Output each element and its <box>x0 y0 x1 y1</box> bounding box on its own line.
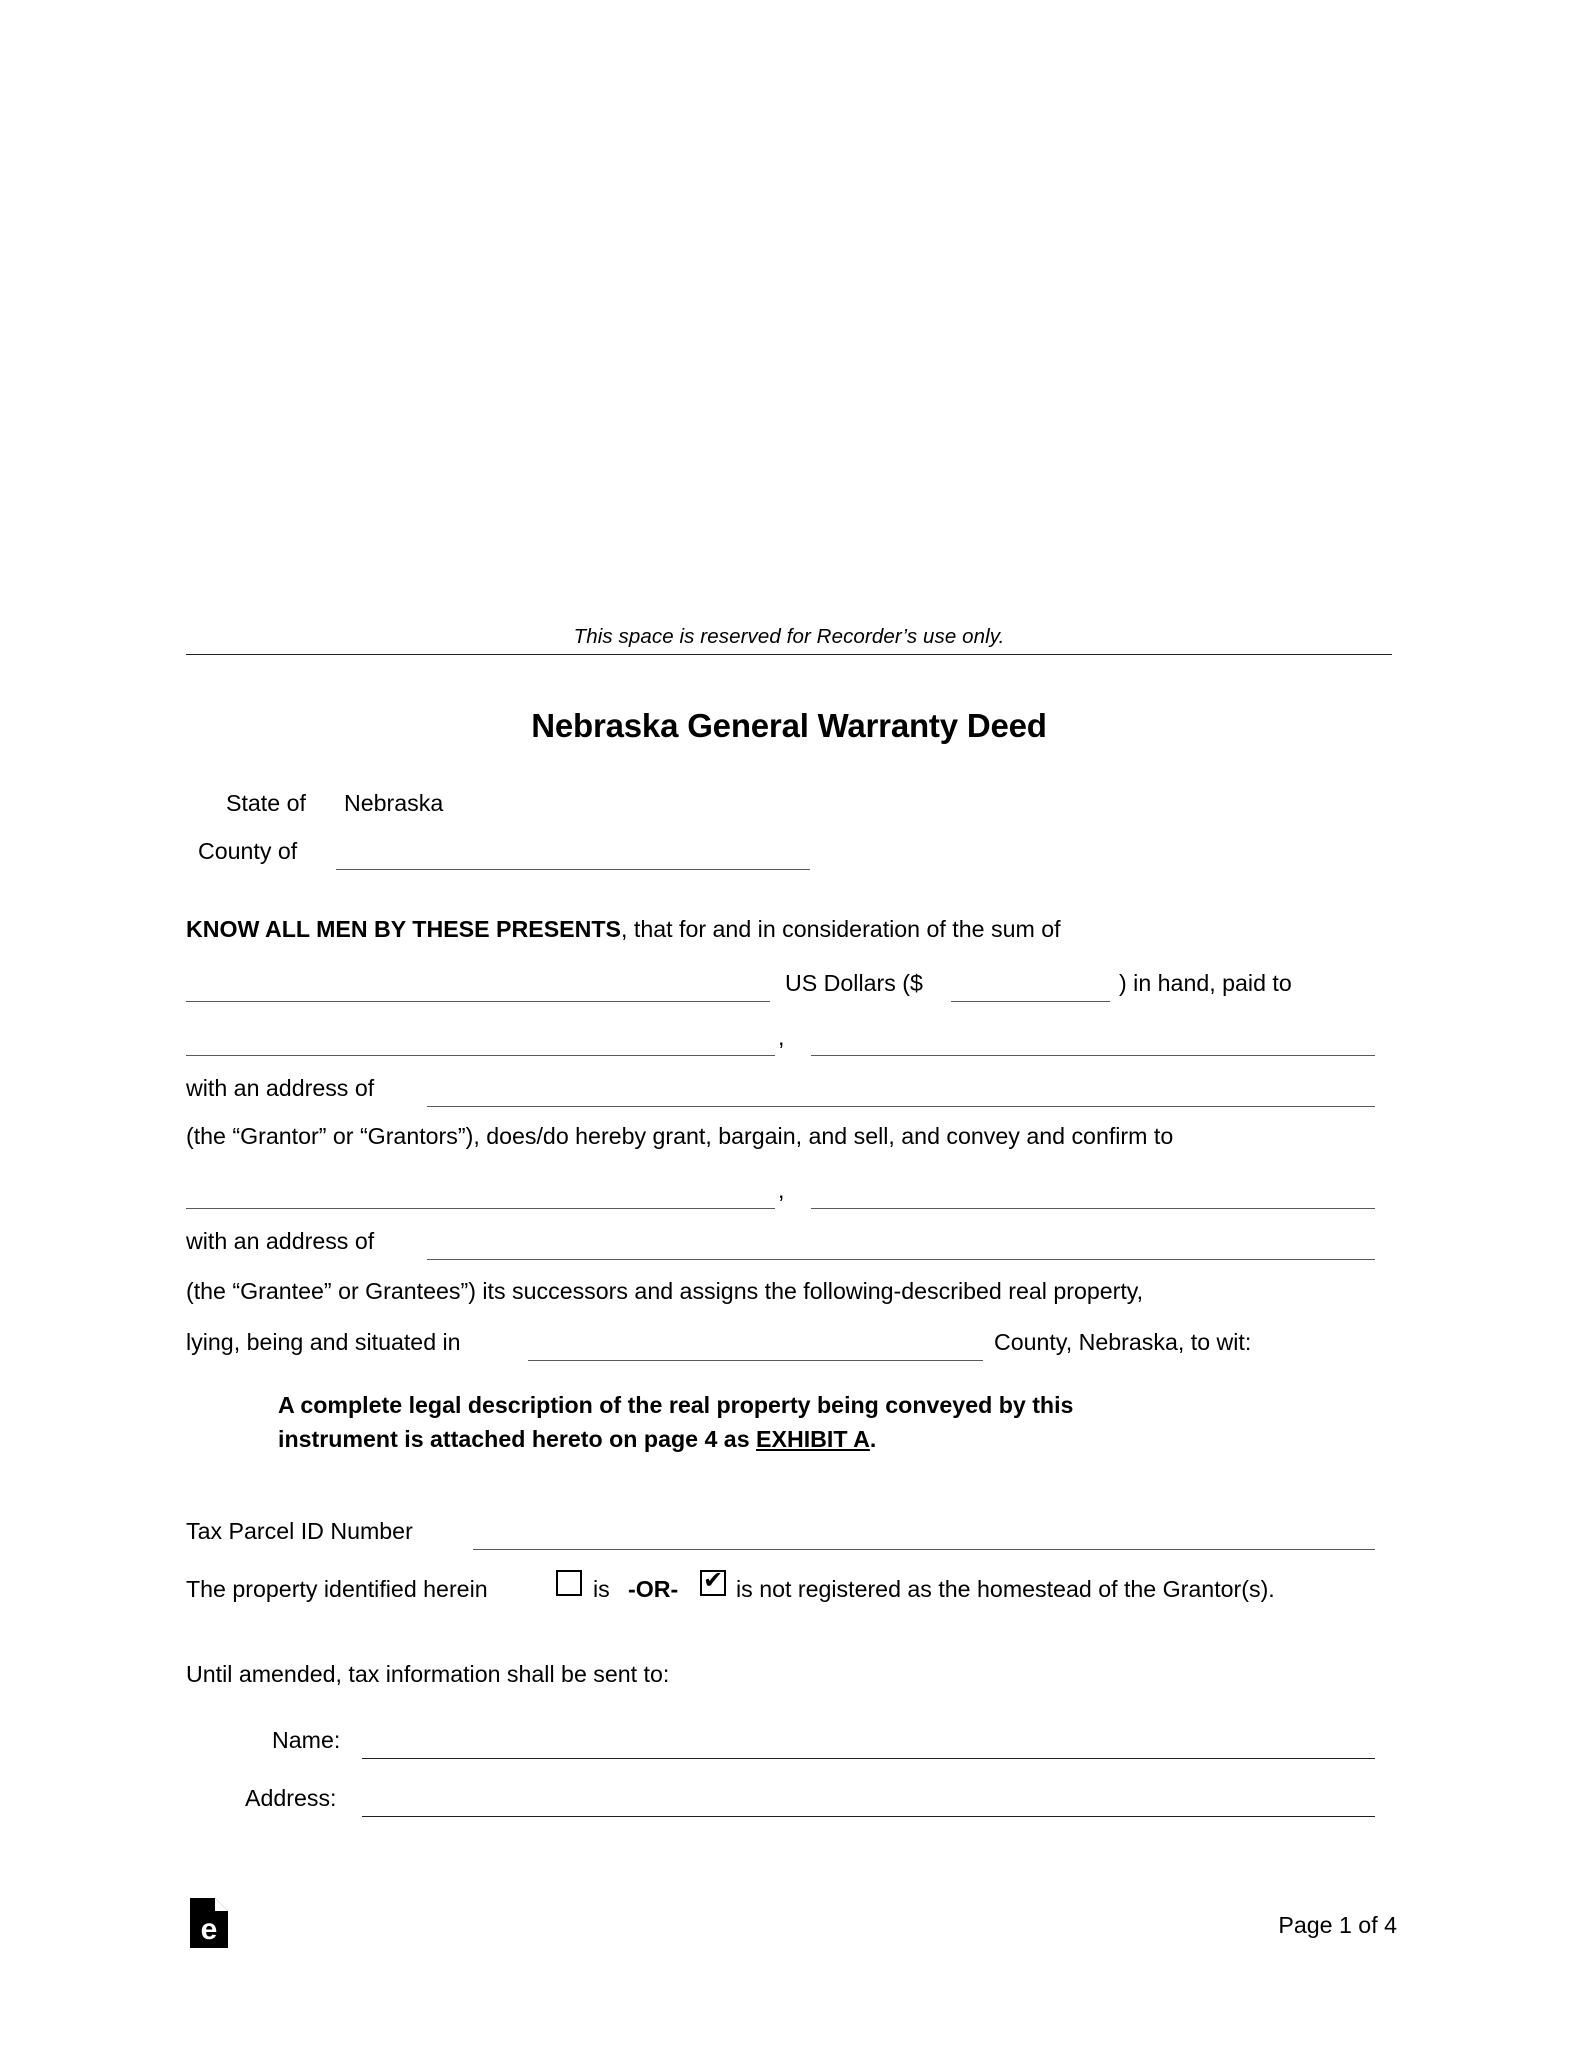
us-dollars-label: US Dollars ($ <box>785 970 923 996</box>
grantee-name-input[interactable] <box>186 1208 775 1209</box>
know-all-men-rest: , that for and in consideration of the sum of <box>621 916 1061 942</box>
recorder-use-note: This space is reserved for Recorder’s use only. <box>573 625 1005 648</box>
svg-text:e: e <box>200 1913 218 1946</box>
exhibit-line-2 <box>278 1422 1296 1456</box>
grantee-name-comma: , <box>778 1177 785 1203</box>
tax-notice-name-label: Name: <box>272 1727 341 1753</box>
exhibit-line-2-suffix: . <box>869 1426 877 1452</box>
page-number: Page 1 of 4 <box>1278 1912 1397 1938</box>
tax-parcel-label: Tax Parcel ID Number <box>186 1518 413 1544</box>
situated-suffix: County, Nebraska, to wit: <box>994 1329 1252 1355</box>
amount-numeric-input[interactable] <box>951 1001 1110 1002</box>
homestead-is-not-label: is not registered as the homestead of the Grantor(s). <box>736 1576 1275 1602</box>
recorder-divider <box>186 654 1392 655</box>
grantor-clause: (the “Grantor” or “Grantors”), does/do hereby grant, bargain, and sell, and convey and confirm to <box>186 1123 1174 1149</box>
know-all-men-bold: KNOW ALL MEN BY THESE PRESENTS <box>186 916 622 942</box>
grantor-name-input[interactable] <box>186 1055 775 1056</box>
homestead-is-label: is <box>593 1576 610 1602</box>
tax-notice-name-input[interactable] <box>362 1758 1375 1759</box>
tax-notice-address-label: Address: <box>245 1785 337 1811</box>
homestead-or-label: -OR- <box>628 1576 679 1602</box>
state-label: State of <box>226 790 306 816</box>
tax-notice-heading: Until amended, tax information shall be sent to: <box>186 1661 670 1687</box>
eforms-logo[interactable] <box>190 1898 228 1948</box>
county-input[interactable] <box>336 869 810 870</box>
exhibit-a-underlined: EXHIBIT A <box>756 1426 870 1452</box>
tax-notice-address-input[interactable] <box>362 1816 1375 1817</box>
consideration-lead <box>186 918 1061 941</box>
exhibit-line-1: A complete legal description of the real property being conveyed by this <box>278 1392 1074 1418</box>
exhibit-note <box>278 1388 1296 1456</box>
situated-label: lying, being and situated in <box>186 1329 461 1355</box>
paid-to-label: ) in hand, paid to <box>1119 970 1292 996</box>
recorder-use-space <box>186 60 1392 640</box>
situated-county-input[interactable] <box>528 1360 983 1361</box>
homestead-is-not-checkbox[interactable] <box>700 1566 726 1596</box>
check-icon: ✔ <box>702 1566 724 1594</box>
grantor-name-comma: , <box>778 1024 785 1050</box>
state-value: Nebraska <box>344 790 444 816</box>
homestead-is-checkbox[interactable] <box>556 1570 582 1596</box>
page-title: Nebraska General Warranty Deed <box>531 707 1047 744</box>
exhibit-line-2-prefix: instrument is attached hereto on page 4 as <box>278 1426 757 1452</box>
grantor-name2-input[interactable] <box>811 1055 1375 1056</box>
tax-parcel-input[interactable] <box>473 1549 1375 1550</box>
homestead-prefix: The property identified herein <box>186 1576 488 1602</box>
amount-words-input[interactable] <box>186 1001 770 1002</box>
grantee-name2-input[interactable] <box>811 1208 1375 1209</box>
grantor-address-input[interactable] <box>427 1106 1375 1107</box>
county-label: County of <box>198 838 298 864</box>
grantee-address-input[interactable] <box>427 1259 1375 1260</box>
grantor-address-label: with an address of <box>186 1075 375 1101</box>
grantee-address-label: with an address of <box>186 1228 375 1254</box>
grantee-clause: (the “Grantee” or Grantees”) its successors and assigns the following-described real property, <box>186 1278 1144 1304</box>
